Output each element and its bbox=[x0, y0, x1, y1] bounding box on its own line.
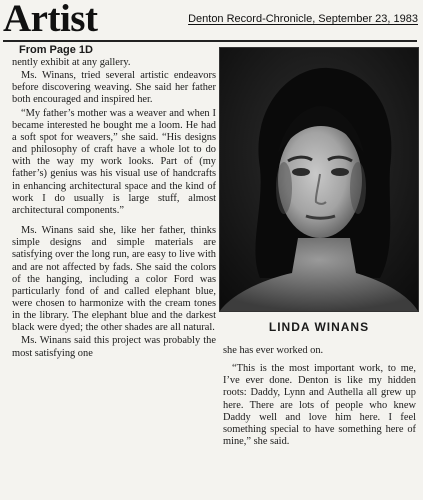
paragraph-4: Ms. Winans said she, like her father, thinks simple designs and simple materials are satisfying over the long run, are easy to live with and are not affected by fads. She said the colors of the hanging, including a color Ford was particularly fond of and called elephant blue, were chosen to harmonize with the cream tones in the library. The elephant blue and the darkest black were dyed; the other shades are all natural. bbox=[12, 225, 216, 334]
paragraph-5: Ms. Winans said this project was probably the most satisfying one bbox=[12, 335, 216, 359]
paragraph-1: nently exhibit at any gallery. bbox=[12, 57, 131, 68]
left-column bbox=[12, 44, 216, 360]
right-column bbox=[223, 345, 416, 448]
section-kicker: Artist bbox=[3, 0, 98, 40]
masthead bbox=[3, 2, 420, 44]
paragraph-2: Ms. Winans, tried several artistic endeavors before discovering weaving. She said her father both encouraged and inspired her. bbox=[12, 70, 216, 106]
portrait-photo bbox=[219, 47, 419, 312]
photo-caption: LINDA WINANS bbox=[268, 320, 370, 334]
source-line: Denton Record-Chronicle, September 23, 1983 bbox=[188, 13, 418, 25]
paragraph-3: “My father’s mother was a weaver and when I became interested he bought me a loom. He had a soft spot for weavers,” she said. “His designs and philosophy of craft have a whole lot to do with the way my work looks. Part of (my father’s) genius was his visual use of handcrafts in enhancing architectural space and the kind of work I do usually is large stuff, almost architectural components.” bbox=[12, 107, 216, 216]
jump-line: From Page 1D bbox=[19, 44, 93, 56]
paragraph-6: she has ever worked on. bbox=[223, 345, 324, 356]
paragraph-7: “This is the most important work, to me, I’ve ever done. Denton is like my hidden roots: Daddy, Lynn and Authella all grew up here. There are lots of people who knew Daddy well and love him here. I feel something special to have something here of mine,” she said. bbox=[223, 363, 416, 448]
header-rule bbox=[3, 40, 417, 42]
